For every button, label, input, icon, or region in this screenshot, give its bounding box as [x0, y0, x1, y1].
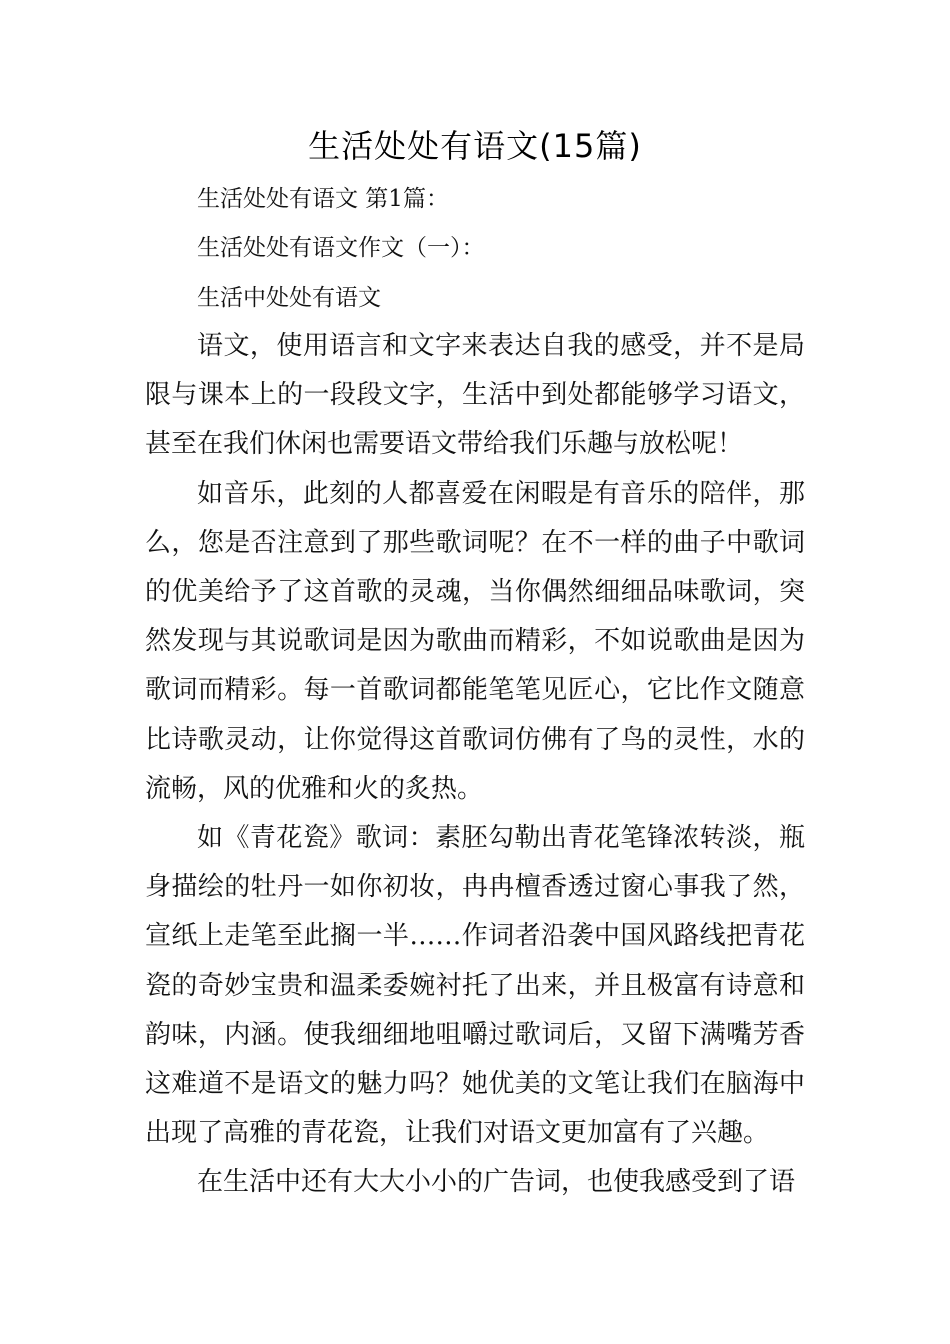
- essay-body: [145, 322, 805, 1208]
- paragraph: 在生活中还有大大小小的广告词，也使我感受到了语: [197, 1167, 796, 1198]
- essay-heading: 生活处处有语文作文（一）：: [197, 235, 485, 261]
- paragraph: 语文，使用语言和文字来表达自我的感受，并不是局限与课本上的一段段文字，生活中到处都能够学习语文，甚至在我们休闲也需要语文带给我们乐趣与放松呢！: [145, 331, 805, 460]
- essay-title: 生活中处处有语文: [197, 285, 381, 311]
- paragraph: 如《青花瓷》歌词：素胚勾勒出青花笔锋浓转淡，瓶身描绘的牡丹一如你初妆，冉冉檀香透过窗心事我了然，宣纸上走笔至此搁一半……作词者沿袭中国风路线把青花瓷的奇妙宝贵和温柔委婉衬托了出来，并且极富有诗意和韵味，内涵。使我细细地咀嚼过歌词后，又留下满嘴芳香这难道不是语文的魅力吗？她优美的文笔让我们在脑海中出现了高雅的青花瓷，让我们对语文更加富有了兴趣。: [145, 823, 805, 1149]
- section-heading: 生活处处有语文 第1篇：: [197, 186, 449, 212]
- document-title: 生活处处有语文(15篇): [308, 127, 642, 165]
- paragraph: 如音乐，此刻的人都喜爱在闲暇是有音乐的陪伴，那么，您是否注意到了那些歌词呢？在不一样的曲子中歌词的优美给予了这首歌的灵魂，当你偶然细细品味歌词，突然发现与其说歌词是因为歌曲而精彩，不如说歌曲是因为歌词而精彩。每一首歌词都能笔笔见匠心，它比作文随意比诗歌灵动，让你觉得这首歌词仿佛有了鸟的灵性，水的流畅，风的优雅和火的炙热。: [145, 478, 805, 804]
